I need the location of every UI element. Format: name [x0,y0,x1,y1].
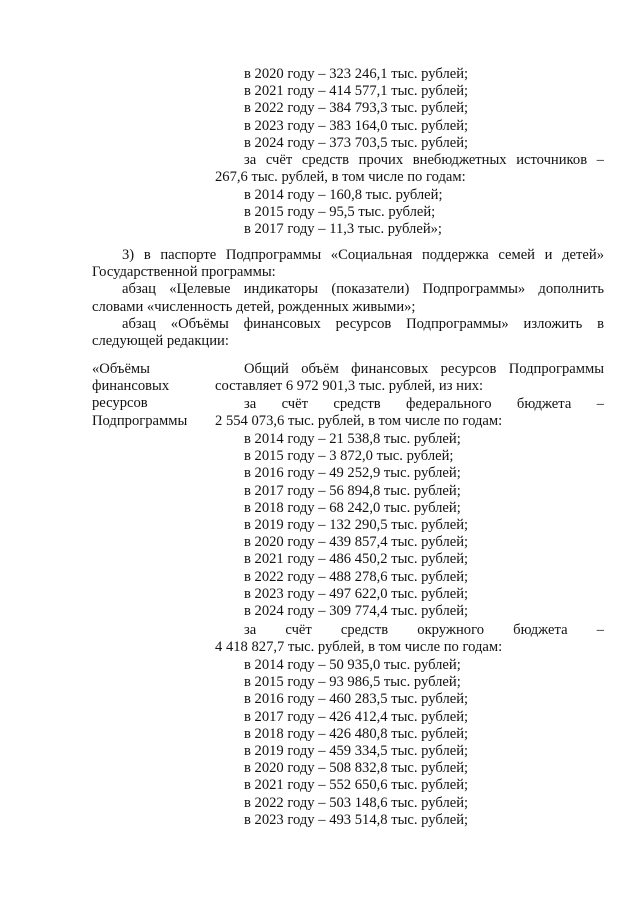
list-item: в 2023 году – 383 164,0 тыс. рублей; [244,117,469,134]
label-line: финансовых [92,378,170,395]
list-item: в 2021 году – 552 650,6 тыс. рублей; [244,777,469,794]
list-item: в 2015 году – 93 986,5 тыс. рублей; [244,674,461,691]
list-item: в 2022 году – 488 278,6 тыс. рублей; [244,568,469,585]
federal-heading [244,396,604,413]
list-item: в 2016 году – 460 283,5 тыс. рублей; [244,691,469,708]
paragraph-line: абзац «Объёмы финансовых ресурсов Подпрограммы» изложить в [122,315,604,332]
list-item: в 2022 году – 503 148,6 тыс. рублей; [244,794,469,811]
list-item: в 2017 году – 11,3 тыс. рублей»; [244,221,442,238]
okrug-total [215,639,605,656]
list-item: в 2016 году – 49 252,9 тыс. рублей; [244,465,461,482]
list-item: в 2014 году – 160,8 тыс. рублей; [244,187,443,203]
table-total-amount [215,378,605,395]
list-item: в 2017 году – 426 412,4 тыс. рублей; [244,708,469,725]
list-item: в 2017 году – 56 894,8 тыс. рублей; [244,482,461,499]
list-item: в 2018 году – 68 242,0 тыс. рублей; [244,499,461,516]
list-item: в 2014 году – 21 538,8 тыс. рублей; [244,431,461,447]
top-year-list [244,66,604,152]
item-3-paragraph [92,247,604,350]
list-item: в 2015 году – 95,5 тыс. рублей; [244,204,436,221]
paragraph-line: словами «численность детей, рожденных живыми»; [92,298,416,315]
list-item: в 2021 году – 414 577,1 тыс. рублей; [244,83,469,100]
table-total-heading [244,361,604,378]
other-sources-total [215,169,605,186]
okrug-heading [244,622,604,639]
list-item: в 2021 году – 486 450,2 тыс. рублей; [244,551,469,568]
list-item: в 2023 году – 497 622,0 тыс. рублей; [244,585,469,602]
list-item: в 2023 году – 493 514,8 тыс. рублей; [244,811,469,828]
okrug-line: 4 418 827,7 тыс. рублей, в том числе по годам: [215,639,503,655]
okrug-year-list [244,657,604,829]
federal-year-list [244,431,604,620]
list-item: в 2020 году – 508 832,8 тыс. рублей; [244,760,469,777]
list-item: в 2018 году – 426 480,8 тыс. рублей; [244,725,469,742]
other-sources-heading [244,152,604,169]
other-sources-line: за счёт средств прочих внебюджетных источников – [244,152,604,168]
paragraph-line: 3) в паспорте Подпрограммы «Социальная поддержка семей и детей» [122,247,604,263]
paragraph-line: Государственной программы: [92,264,276,281]
federal-total [215,413,605,430]
list-item: в 2015 году – 3 872,0 тыс. рублей; [244,448,454,465]
total-line: составляет 6 972 901,3 тыс. рублей, из них: [215,378,484,394]
paragraph-line: следующей редакции: [92,332,229,349]
federal-line: за счёт средств федерального бюджета – [244,396,604,412]
list-item: в 2024 году – 309 774,4 тыс. рублей; [244,602,469,619]
other-sources-line: 267,6 тыс. рублей, в том числе по годам: [215,169,466,185]
list-item: в 2019 году – 132 290,5 тыс. рублей; [244,516,469,533]
paragraph-line: абзац «Целевые индикаторы (показатели) Подпрограммы» дополнить [122,281,604,298]
list-item: в 2014 году – 50 935,0 тыс. рублей; [244,657,461,673]
label-line: ресурсов [92,395,148,412]
list-item: в 2020 году – 323 246,1 тыс. рублей; [244,66,469,82]
list-item: в 2024 году – 373 703,5 тыс. рублей; [244,134,469,151]
table-left-label [92,361,212,430]
list-item: в 2019 году – 459 334,5 тыс. рублей; [244,742,469,759]
total-line: Общий объём финансовых ресурсов Подпрограммы [244,361,604,377]
label-line: Подпрограммы [92,412,188,429]
list-item: в 2020 году – 439 857,4 тыс. рублей; [244,534,469,551]
label-line: «Объёмы [92,361,150,377]
list-item: в 2022 году – 384 793,3 тыс. рублей; [244,100,469,117]
federal-line: 2 554 073,6 тыс. рублей, в том числе по годам: [215,413,503,429]
okrug-line: за счёт средств окружного бюджета – [244,622,604,638]
other-sources-year-list [244,187,604,239]
